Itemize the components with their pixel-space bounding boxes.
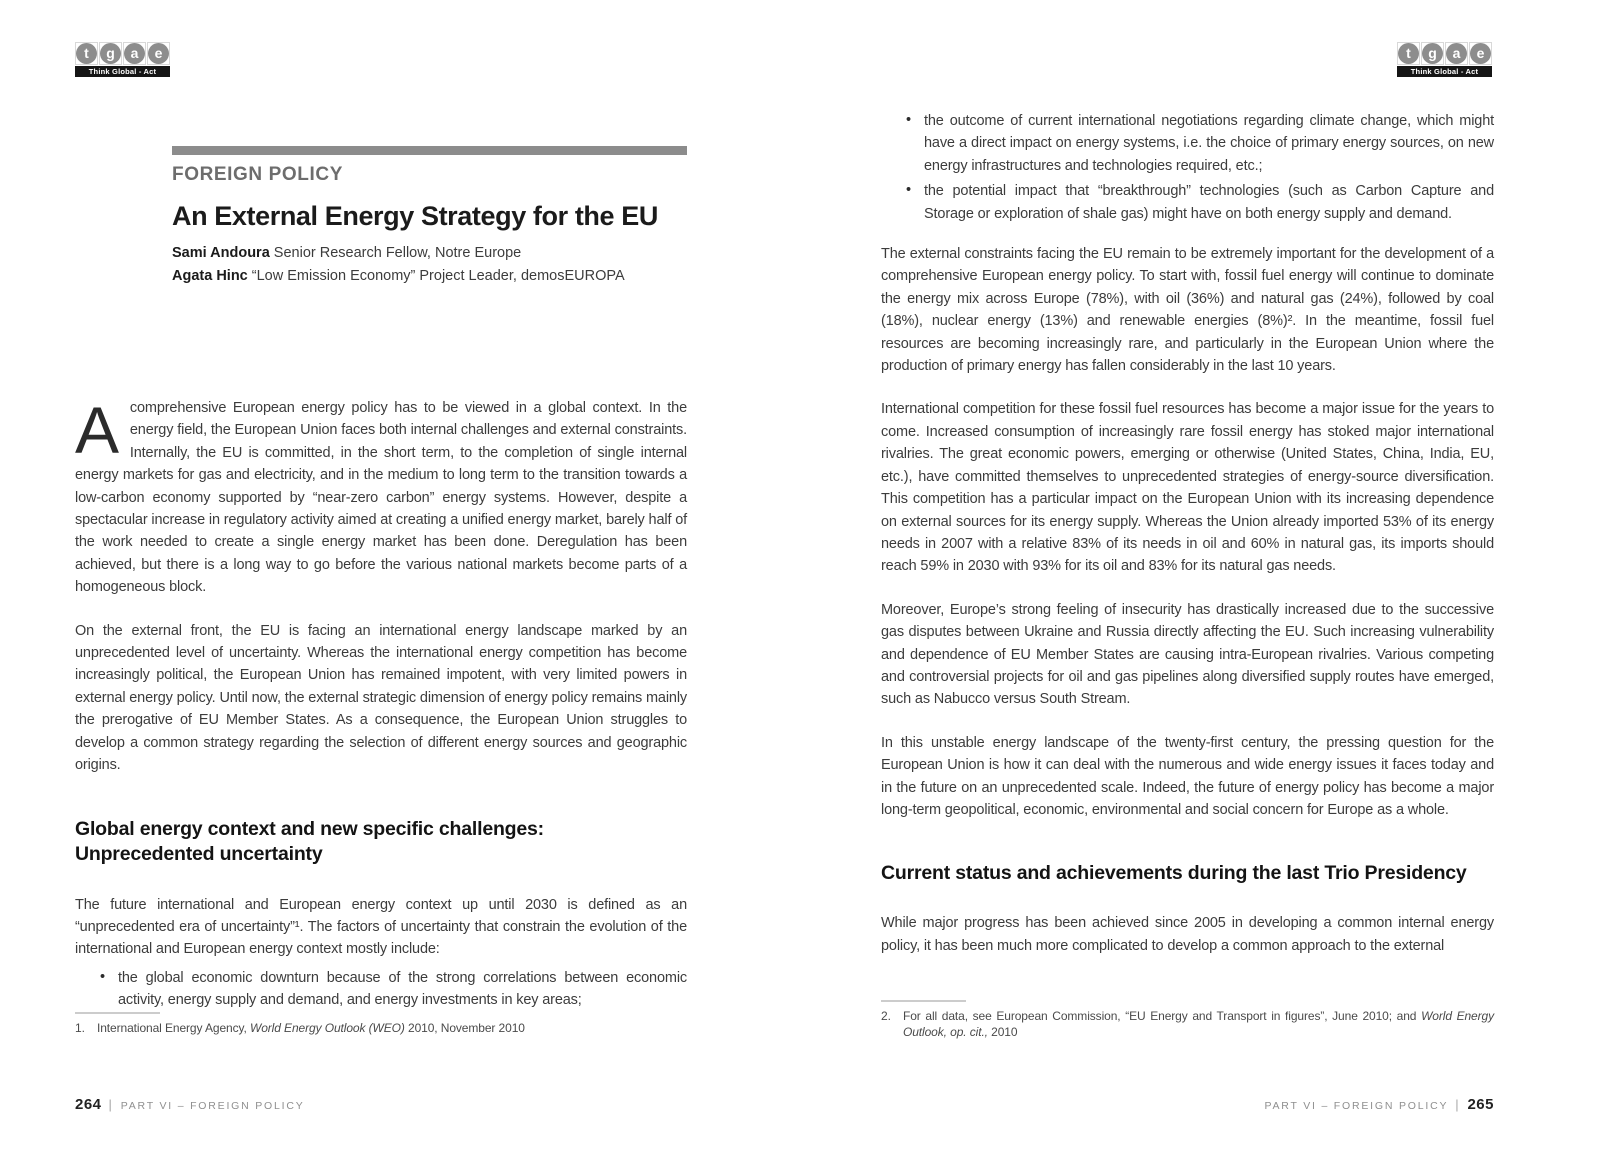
logo-letter-t: t [1398, 43, 1419, 64]
footer-separator: | [108, 1097, 114, 1112]
paragraph [75, 393, 687, 599]
author-name: Agata Hinc [172, 268, 248, 284]
section-kicker: FOREIGN POLICY [172, 164, 343, 185]
left-page-body [75, 393, 687, 1022]
paragraph: Moreover, Europe’s strong feeling of insecurity has drastically increased due to the successive gas disputes between Ukraine and Russia directly affecting the EU. Such increasing vulnerability and dependence of EU Member States are causing intra-European rivalries. Various competing and controversial projects for oil and gas pipelines along diversified supply routes have emerged, such as Nabucco versus South Stream. [881, 601, 1494, 708]
page-left [75, 0, 687, 1159]
footnote-number: 2. [881, 1009, 891, 1023]
page-right [881, 0, 1494, 1159]
list-item-text: the outcome of current international negotiations regarding climate change, which might have a direct impact on energy systems, i.e. the choice of primary energy sources, on new energy infrastructures and technologies required, etc.; [924, 113, 1494, 174]
author-role: “Low Emission Economy” Project Leader, demosEUROPA [247, 268, 625, 284]
footnote-number: 1. [75, 1021, 85, 1035]
logo-letter-a: a [1446, 43, 1467, 64]
bullet-list [881, 110, 1494, 225]
paragraph: While major progress has been achieved since 2005 in developing a common internal energy policy, it has been much more complicated to develop a common approach to the external [881, 915, 1494, 954]
footer-separator: | [1455, 1097, 1461, 1112]
page-number: 264 [75, 1096, 102, 1113]
list-item [75, 967, 687, 1012]
footnote-rule [881, 1000, 966, 1002]
paragraph: International competition for these fossil fuel resources has become a major issue for the years to come. Increased consumption of increasingly rare fossil energy has stoked major international rivalries. The great economic powers, emerging or otherwise (United States, China, India, EU, etc.), have committed themselves to unprecedented strategies of energy-source diversification. This competition has a particular impact on the European Union with its increasing dependence on external sources for its energy supply. Whereas the Union already imported 53% of its energy needs in 2007 with a relative 83% of its needs in oil and 60% in natural gas, its imports should reach 59% in 2030 with 93% for its oil and 83% for its natural gas needs. [881, 401, 1494, 575]
running-header: PART VI – FOREIGN POLICY [1264, 1100, 1449, 1112]
logo-letter-a: a [124, 43, 145, 64]
footnote [881, 1008, 1494, 1040]
footnote [75, 1020, 687, 1036]
page-footer [75, 1096, 305, 1113]
footnote-italic: World Energy Outlook (WEO) [249, 1021, 405, 1035]
page-number: 265 [1467, 1096, 1494, 1113]
footnote-text: For all data, see European Commission, “EU Energy and Transport in figures”, June 2010; and [903, 1009, 1422, 1023]
logo-letter-e: e [148, 43, 169, 64]
author-line [172, 245, 687, 261]
paragraph: On the external front, the EU is facing an international energy landscape marked by an unprecedented level of uncertainty. Whereas the international energy competition has become increasingly political, the European Union has remained impotent, with very limited powers in external energy policy. Until now, the external strategic dimension of energy policy remains mainly the prerogative of EU Member States. As a consequence, the European Union struggles to develop a common strategy regarding the selection of different energy sources and geographic origins. [75, 622, 687, 774]
author-role: Senior Research Fellow, Notre Europe [269, 245, 522, 261]
paragraph: The future international and European energy context up until 2030 is defined as an “unprecedented era of uncertainty”¹. The factors of uncertainty that constrain the evolution of the international and European energy context mostly include: [75, 896, 687, 958]
article-title: An External Energy Strategy for the EU [172, 201, 658, 231]
logo-tagline: Think Global - Act European [75, 66, 170, 77]
list-item [881, 110, 1494, 177]
article-header [172, 146, 687, 291]
author-line [172, 268, 687, 284]
logo-letter-e: e [1470, 43, 1491, 64]
dropcap: A [75, 393, 119, 467]
footnote-text: International Energy Agency, [97, 1021, 250, 1035]
list-item-text: the potential impact that “breakthrough” technologies (such as Carbon Capture and Storage or exploration of shale gas) might have on both energy supply and demand. [924, 183, 1494, 222]
logo-tagline: Think Global - Act European [1397, 66, 1492, 77]
logo-letter-t: t [76, 43, 97, 64]
paragraph: The external constraints facing the EU remain to be extremely important for the development of a comprehensive European energy policy. To start with, fossil fuel energy will continue to dominate the energy mix across Europe (78%), with oil (36%) and natural gas (24%), followed by coal (18%), nuclear energy (13%) and renewable energies (8%)². In the meantime, fossil fuel resources are becoming increasingly rare, and particularly in the European Union where the production of primary energy has fallen considerably in the last 10 years. [881, 246, 1494, 375]
logo-letter-g: g [1422, 43, 1443, 64]
section-heading-line: Global energy context and new specific challenges: [75, 817, 544, 840]
footnote-text: 2010 [987, 1025, 1018, 1039]
footnote-italic: World Energy Outlook, op. cit., [903, 1009, 1494, 1039]
list-item [881, 180, 1494, 225]
kicker-bar [172, 146, 687, 155]
paragraph: In this unstable energy landscape of the twenty-first century, the pressing question for the European Union is how it can deal with the numerous and wide energy issues it faces today and in the future on an unprecedented scale. Indeed, the future of energy policy has become a major long-term geopolitical, economic, environmental and social concern for Europe as a whole. [881, 734, 1494, 818]
bullet-list [75, 967, 687, 1012]
logo-letter-g: g [100, 43, 121, 64]
running-header: PART VI – FOREIGN POLICY [120, 1100, 305, 1112]
footnote-text: 2010, November 2010 [404, 1021, 525, 1035]
footnote-rule [75, 1012, 160, 1014]
section-heading [75, 817, 687, 867]
list-item-text: the global economic downturn because of the strong correlations between economic activity, energy supply and demand, and energy investments in key areas; [118, 969, 687, 1009]
bullet-icon: • [906, 182, 911, 199]
footnotes [881, 1000, 1494, 1040]
bullet-icon: • [100, 968, 105, 985]
section-heading-line: Unprecedented uncertainty [75, 842, 323, 865]
author-name: Sami Andoura [172, 245, 270, 261]
footnotes [75, 1012, 687, 1036]
section-heading: Current status and achievements during the last Trio Presidency [881, 862, 1467, 885]
bullet-icon: • [906, 112, 911, 128]
page-footer [1264, 1096, 1494, 1113]
paragraph-text: comprehensive European energy policy has to be viewed in a global context. In the energy field, the European Union faces both internal challenges and external constraints. Internally, the EU is committed, in the short term, to the completion of single internal energy markets for gas and electricity, and in the medium to long term to the transition towards a low-carbon economy supported by “near-zero carbon” energy systems. However, despite a spectacular increase in regulatory activity aimed at creating a unified energy market, barely half of the work needed to create a single energy market has been done. Deregulation has been achieved, but there is a long way to go before the various national markets become parts of a homogeneous block. [75, 400, 687, 596]
right-page-body [881, 110, 1494, 978]
